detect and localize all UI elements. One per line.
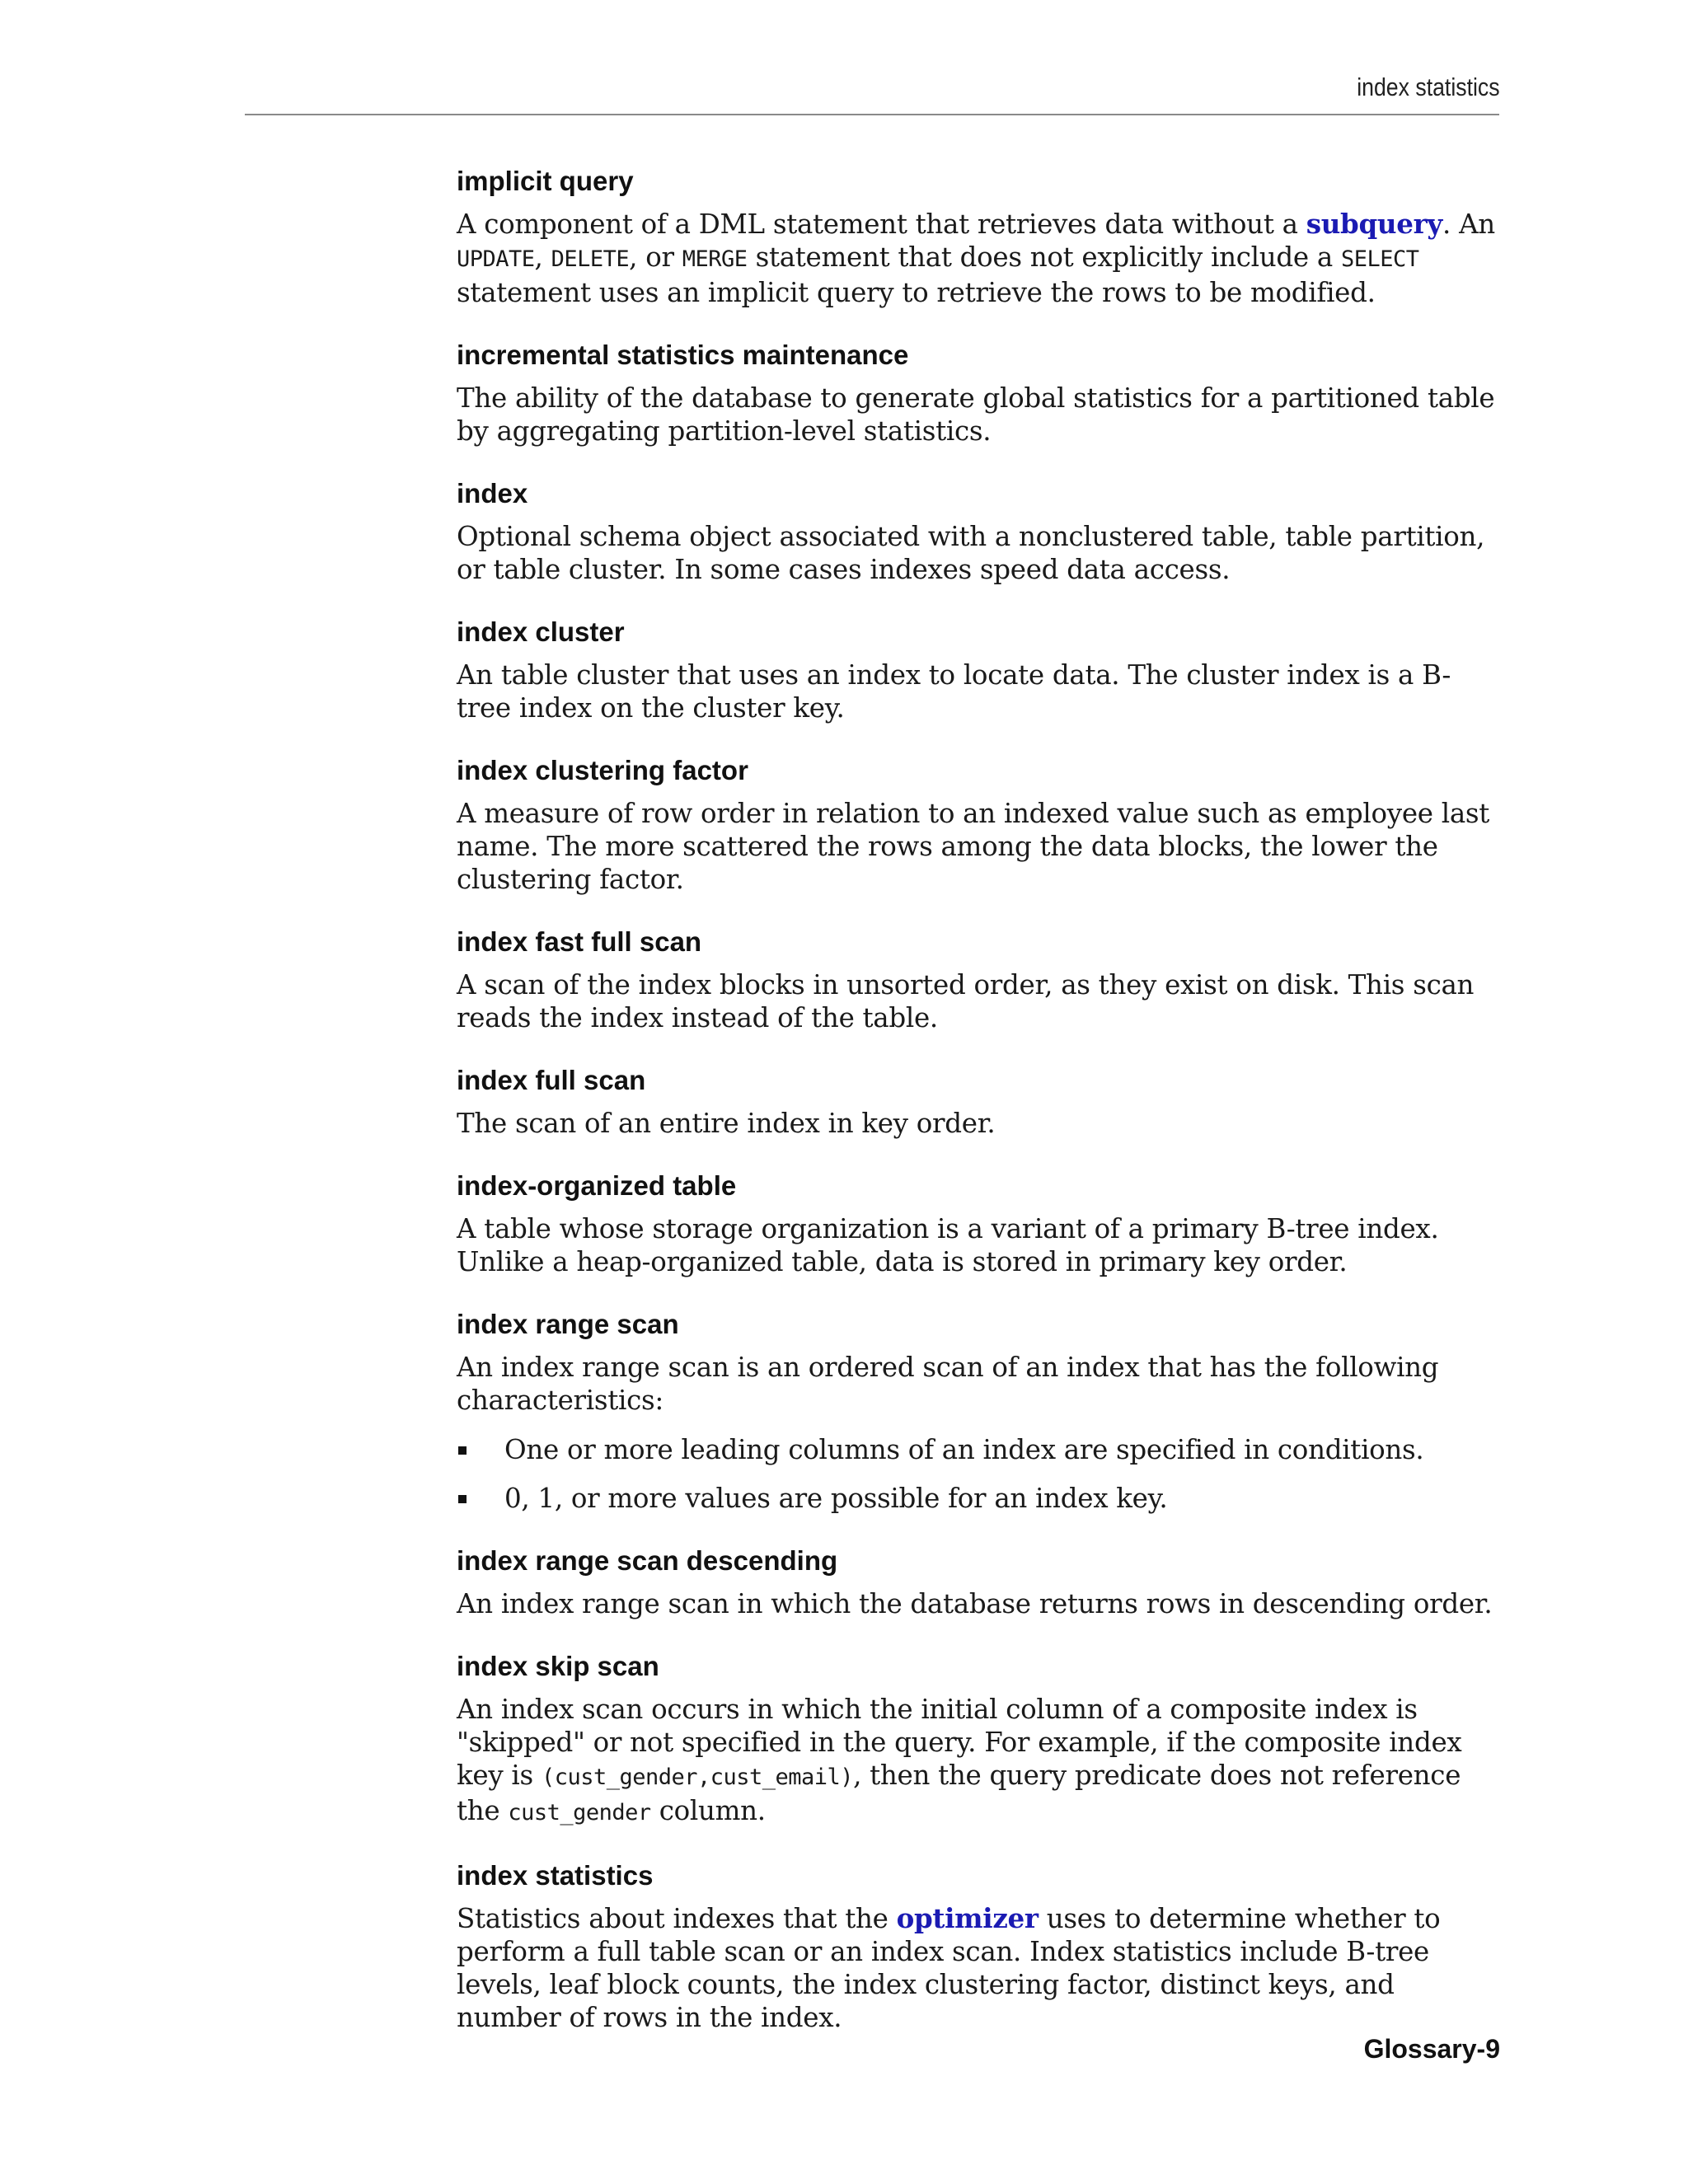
glossary-definition: A measure of row order in relation to an indexed value such as employee last name. The more scattered the rows among the data blocks, the lower the clustering factor.: [457, 798, 1490, 895]
glossary-term: index full scan: [457, 1065, 646, 1095]
code-merge: MERGE: [682, 246, 748, 272]
glossary-definition: An table cluster that uses an index to locate data. The cluster index is a B-tree index on the cluster key.: [457, 659, 1451, 724]
glossary-term: index: [457, 478, 528, 509]
glossary-term: index statistics: [457, 1860, 654, 1891]
list-item-text: One or more leading columns of an index are specified in conditions.: [504, 1434, 1424, 1465]
definition-text: . An: [1442, 209, 1495, 240]
glossary-definition: The ability of the database to generate global statistics for a partitioned table by aggregating partition-level statistics.: [457, 382, 1495, 447]
glossary-entry-index-fast-full-scan: [457, 926, 1503, 1034]
glossary-term: index-organized table: [457, 1170, 737, 1201]
glossary-definition: A table whose storage organization is a variant of a primary B-tree index. Unlike a heap-organized table, data is stored in primary key order.: [457, 1213, 1439, 1277]
code-select: SELECT: [1340, 246, 1419, 272]
definition-text: ,: [534, 241, 551, 273]
characteristics-list: [457, 1433, 1503, 1515]
running-header: index statistics: [1357, 73, 1500, 101]
glossary-entry-index-statistics: [457, 1859, 1503, 2034]
definition-text: uses to determine whether to perform a full table scan or an index scan. Index statistics include B-tree levels, leaf block counts, the index clustering factor, distinct keys, and number of rows in the index.: [457, 1903, 1441, 2033]
glossary-definition: [457, 1902, 1503, 2034]
glossary-term: index cluster: [457, 616, 625, 647]
glossary-entry-index-organized-table: [457, 1169, 1503, 1278]
glossary-term: index clustering factor: [457, 755, 748, 785]
definition-text: Statistics about indexes that the: [457, 1903, 897, 1934]
glossary-definition: A scan of the index blocks in unsorted order, as they exist on disk. This scan reads the index instead of the table.: [457, 969, 1475, 1033]
glossary-entry-index-cluster: [457, 616, 1503, 724]
glossary-definition: The scan of an entire index in key order.: [457, 1108, 996, 1139]
glossary-term: incremental statistics maintenance: [457, 340, 909, 370]
list-item: [457, 1433, 1503, 1466]
glossary-entry-index: [457, 477, 1503, 586]
definition-text: statement that does not explicitly include a: [747, 241, 1341, 273]
glossary-content: [457, 165, 1503, 2064]
square-bullet-icon: [458, 1446, 467, 1455]
subquery-link[interactable]: subquery: [1306, 208, 1443, 240]
glossary-definition: [457, 208, 1503, 309]
definition-text: An index scan occurs in which the initial column of a composite index is "skipped" or not specified in the query. For example, if the composite index key is: [457, 1694, 1462, 1791]
definition-text: statement uses an implicit query to retrieve the rows to be modified.: [457, 277, 1376, 308]
glossary-term: index range scan: [457, 1309, 679, 1339]
optimizer-link[interactable]: optimizer: [896, 1902, 1039, 1934]
list-item: [457, 1482, 1503, 1515]
code-composite-key: (cust_gender,cust_email): [541, 1765, 854, 1790]
glossary-entry-index-range-scan: [457, 1308, 1503, 1515]
glossary-term: implicit query: [457, 166, 634, 196]
glossary-definition: An index range scan is an ordered scan of an index that has the following characteristics:: [457, 1352, 1439, 1416]
list-item-text: 0, 1, or more values are possible for an index key.: [504, 1483, 1168, 1514]
code-delete: DELETE: [551, 246, 630, 272]
definition-text: , or: [629, 241, 682, 273]
glossary-term: index range scan descending: [457, 1545, 838, 1576]
definition-text: A component of a DML statement that retrieves data without a: [457, 209, 1306, 240]
definition-text: , then the query predicate does not reference the: [457, 1760, 1461, 1826]
glossary-entry-index-skip-scan: [457, 1650, 1503, 1830]
glossary-term: index skip scan: [457, 1651, 659, 1681]
page-number: Glossary-9: [1363, 2034, 1500, 2064]
glossary-definition: [457, 1693, 1503, 1830]
definition-text: column.: [650, 1795, 766, 1826]
glossary-entry-implicit-query: [457, 165, 1503, 309]
glossary-entry-index-full-scan: [457, 1064, 1503, 1140]
code-update: UPDATE: [457, 246, 535, 272]
glossary-entry-incremental-statistics-maintenance: [457, 339, 1503, 448]
code-cust-gender: cust_gender: [508, 1800, 651, 1825]
glossary-term: index fast full scan: [457, 926, 702, 957]
glossary-definition: Optional schema object associated with a nonclustered table, table partition, or table cluster. In some cases indexes speed data access.: [457, 521, 1485, 585]
glossary-definition: An index range scan in which the database returns rows in descending order.: [457, 1588, 1493, 1619]
square-bullet-icon: [458, 1495, 467, 1503]
header-rule: [245, 114, 1499, 115]
glossary-entry-index-range-scan-descending: [457, 1544, 1503, 1620]
glossary-entry-index-clustering-factor: [457, 754, 1503, 896]
